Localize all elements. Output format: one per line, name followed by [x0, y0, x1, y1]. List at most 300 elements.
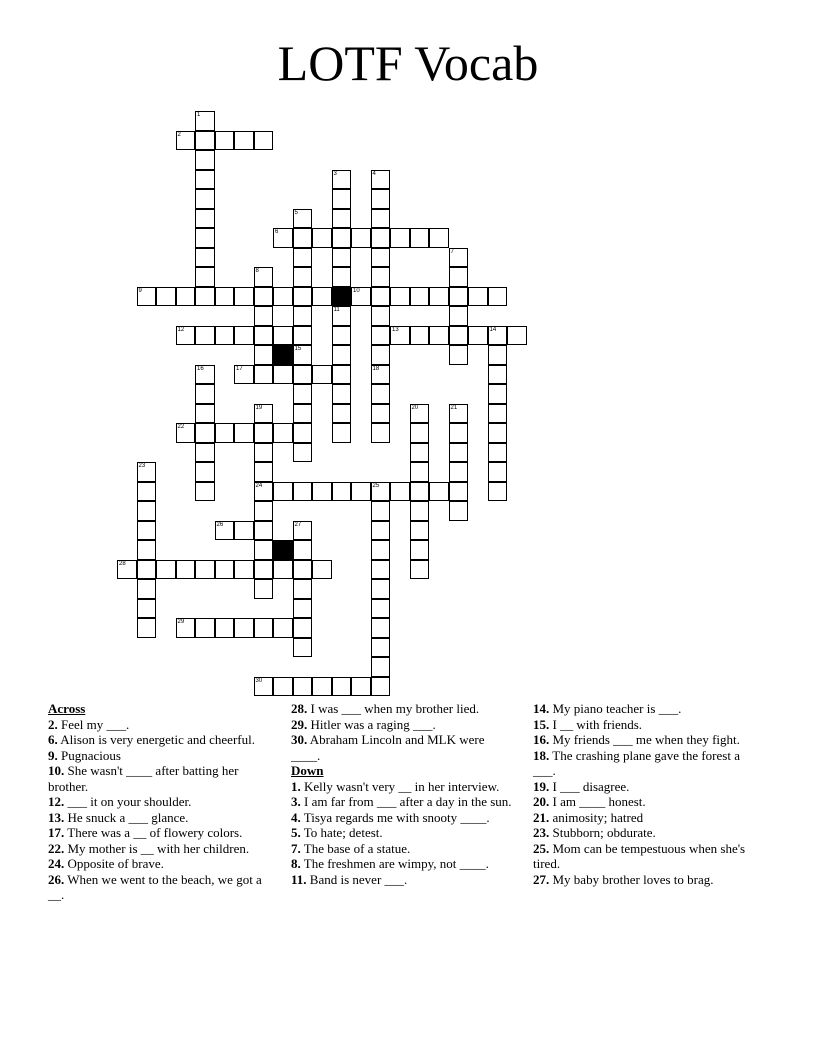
- clue-text: Abraham Lincoln and MLK were ____.: [291, 732, 485, 763]
- clue-text: Kelly wasn't very __ in her interview.: [300, 778, 500, 794]
- grid-cell[interactable]: [332, 404, 352, 424]
- grid-cell[interactable]: [449, 248, 469, 268]
- cell-number: 12: [177, 326, 185, 333]
- grid-cell[interactable]: [254, 618, 274, 638]
- clue-down-15: [533, 717, 758, 733]
- clue-text: I was ___ when my brother lied.: [307, 701, 480, 716]
- grid-cell[interactable]: [195, 111, 215, 131]
- grid-cell[interactable]: [293, 384, 313, 404]
- grid-cell[interactable]: [371, 423, 391, 443]
- cell-number: 7: [450, 248, 454, 255]
- cell-number: 18: [372, 365, 380, 372]
- grid-cell[interactable]: [293, 638, 313, 658]
- cell-number: 1: [197, 112, 201, 118]
- grid-cell[interactable]: [293, 482, 313, 502]
- grid-cell[interactable]: [371, 248, 391, 268]
- grid-cell[interactable]: [371, 657, 391, 677]
- grid-cell[interactable]: [371, 189, 391, 209]
- clue-number: 22.: [48, 840, 65, 856]
- clue-text: Feel my ___.: [57, 716, 130, 732]
- grid-cell[interactable]: [293, 599, 313, 619]
- clue-across-2: [48, 717, 273, 733]
- clue-down-7: [291, 841, 516, 857]
- grid-cell[interactable]: [371, 287, 391, 307]
- clue-across-30: [291, 732, 516, 763]
- grid-cell[interactable]: [195, 462, 215, 482]
- clue-across-22: [48, 841, 273, 857]
- cell-number: 4: [372, 170, 376, 177]
- clues-column-2: [291, 701, 516, 887]
- grid-cell[interactable]: [293, 248, 313, 268]
- grid-cell[interactable]: [137, 540, 157, 560]
- grid-cell[interactable]: [468, 326, 488, 346]
- grid-cell[interactable]: [351, 677, 371, 697]
- across-header: Across: [48, 701, 86, 716]
- grid-cell[interactable]: [254, 306, 274, 326]
- clue-text: The base of a statue.: [300, 840, 411, 856]
- grid-cell[interactable]: [371, 540, 391, 560]
- grid-cell[interactable]: [351, 482, 371, 502]
- grid-cell[interactable]: [137, 287, 157, 307]
- grid-cell[interactable]: [332, 189, 352, 209]
- grid-cell[interactable]: [371, 384, 391, 404]
- grid-cell[interactable]: [312, 560, 332, 580]
- grid-cell[interactable]: [234, 521, 254, 541]
- grid-cell[interactable]: [410, 482, 430, 502]
- grid-cell[interactable]: [371, 365, 391, 385]
- grid-cell[interactable]: [195, 150, 215, 170]
- grid-cell[interactable]: [254, 540, 274, 560]
- grid-cell[interactable]: [332, 365, 352, 385]
- grid-cell[interactable]: [332, 423, 352, 443]
- clue-text: The freshmen are wimpy, not ____.: [300, 856, 489, 871]
- clue-text: Opposite of brave.: [64, 856, 164, 871]
- grid-cell[interactable]: [195, 482, 215, 502]
- grid-cell[interactable]: [234, 326, 254, 346]
- grid-cell[interactable]: [254, 365, 274, 385]
- grid-cell[interactable]: [273, 287, 293, 307]
- cell-number: 24: [255, 482, 263, 489]
- clue-number: 1.: [291, 778, 301, 794]
- grid-cell[interactable]: [410, 443, 430, 463]
- clue-number: 2.: [48, 716, 58, 732]
- grid-cell[interactable]: [273, 482, 293, 502]
- clue-text: ___ it on your shoulder.: [64, 794, 192, 809]
- grid-cell[interactable]: [371, 618, 391, 638]
- grid-cell[interactable]: [293, 443, 313, 463]
- clue-across-26: [48, 872, 273, 903]
- grid-cell[interactable]: [390, 287, 410, 307]
- grid-cell[interactable]: [312, 677, 332, 697]
- grid-cell[interactable]: [293, 540, 313, 560]
- grid-cell[interactable]: [332, 345, 352, 365]
- grid-cell[interactable]: [371, 599, 391, 619]
- grid-cell[interactable]: [293, 287, 313, 307]
- black-square: [273, 345, 293, 365]
- grid-cell[interactable]: [332, 326, 352, 346]
- grid-cell[interactable]: [371, 306, 391, 326]
- grid-cell[interactable]: [332, 228, 352, 248]
- clues-column-1: [48, 701, 273, 903]
- grid-cell[interactable]: [449, 326, 469, 346]
- grid-cell[interactable]: [137, 579, 157, 599]
- grid-cell[interactable]: [273, 423, 293, 443]
- grid-cell[interactable]: [449, 482, 469, 502]
- cell-number: 6: [275, 229, 279, 235]
- clue-number: 16.: [533, 732, 550, 747]
- clue-down-21: [533, 810, 758, 826]
- grid-cell[interactable]: [332, 677, 352, 697]
- cell-number: 9: [138, 287, 142, 294]
- grid-cell[interactable]: [254, 521, 274, 541]
- clue-number: 4.: [291, 809, 301, 825]
- clue-text: When we went to the beach, we got a __.: [48, 871, 262, 902]
- grid-cell[interactable]: [371, 209, 391, 229]
- grid-cell[interactable]: [195, 228, 215, 248]
- grid-cell[interactable]: [234, 560, 254, 580]
- grid-cell[interactable]: [390, 482, 410, 502]
- grid-cell[interactable]: [273, 228, 293, 248]
- clue-text: Pugnacious: [57, 747, 121, 763]
- grid-cell[interactable]: [254, 501, 274, 521]
- grid-cell[interactable]: [332, 170, 352, 190]
- grid-cell[interactable]: [293, 677, 313, 697]
- grid-cell[interactable]: [215, 423, 235, 443]
- grid-cell[interactable]: [234, 618, 254, 638]
- clue-text: There was a __ of flowery colors.: [64, 825, 243, 840]
- grid-cell[interactable]: [371, 579, 391, 599]
- cell-number: 8: [255, 268, 259, 274]
- clue-text: My mother is __ with her children.: [64, 840, 250, 856]
- grid-cell[interactable]: [488, 462, 508, 482]
- cell-number: 15: [294, 346, 302, 352]
- clue-across-24: [48, 856, 273, 872]
- grid-cell[interactable]: [293, 306, 313, 326]
- clue-down-8: [291, 856, 516, 872]
- clue-across-6: [48, 732, 273, 748]
- clue-down-20: [533, 794, 758, 810]
- grid-cell[interactable]: [293, 326, 313, 346]
- grid-cell[interactable]: [410, 521, 430, 541]
- grid-cell[interactable]: [195, 209, 215, 229]
- cell-number: 27: [294, 521, 302, 528]
- cell-number: 28: [119, 560, 126, 567]
- grid-cell[interactable]: [410, 540, 430, 560]
- grid-cell[interactable]: [449, 423, 469, 443]
- grid-cell[interactable]: [371, 267, 391, 287]
- grid-cell[interactable]: [254, 462, 274, 482]
- clue-text: animosity; hatred: [549, 809, 644, 825]
- grid-cell[interactable]: [273, 365, 293, 385]
- grid-cell[interactable]: [273, 560, 293, 580]
- grid-cell[interactable]: [488, 345, 508, 365]
- grid-cell[interactable]: [449, 306, 469, 326]
- grid-cell[interactable]: [449, 345, 469, 365]
- clues-column-3: [533, 701, 758, 887]
- grid-cell[interactable]: [195, 423, 215, 443]
- grid-cell[interactable]: [429, 326, 449, 346]
- grid-cell[interactable]: [293, 423, 313, 443]
- grid-cell[interactable]: [254, 677, 274, 697]
- grid-cell[interactable]: [449, 287, 469, 307]
- grid-cell[interactable]: [410, 326, 430, 346]
- clue-number: 5.: [291, 825, 301, 840]
- grid-cell[interactable]: [195, 384, 215, 404]
- clue-text: Alison is very energetic and cheerful.: [57, 732, 255, 747]
- grid-cell[interactable]: [234, 365, 254, 385]
- grid-cell[interactable]: [488, 326, 508, 346]
- grid-cell[interactable]: [332, 267, 352, 287]
- clue-number: 8.: [291, 856, 301, 871]
- grid-cell[interactable]: [176, 287, 196, 307]
- grid-cell[interactable]: [195, 170, 215, 190]
- grid-cell[interactable]: [488, 482, 508, 502]
- clue-down-19: [533, 779, 758, 795]
- grid-cell[interactable]: [293, 345, 313, 365]
- grid-cell[interactable]: [137, 501, 157, 521]
- clue-number: 18.: [533, 747, 550, 763]
- clue-text: My piano teacher is ___.: [549, 701, 682, 716]
- grid-cell[interactable]: [371, 482, 391, 502]
- grid-cell[interactable]: [195, 287, 215, 307]
- clue-number: 3.: [291, 794, 301, 809]
- grid-cell[interactable]: [351, 228, 371, 248]
- grid-cell[interactable]: [215, 326, 235, 346]
- grid-cell[interactable]: [195, 560, 215, 580]
- grid-cell[interactable]: [195, 248, 215, 268]
- grid-cell[interactable]: [449, 501, 469, 521]
- clue-across-10: [48, 763, 273, 794]
- grid-cell[interactable]: [156, 287, 176, 307]
- grid-cell[interactable]: [312, 482, 332, 502]
- grid-cell[interactable]: [488, 384, 508, 404]
- clue-across-17: [48, 825, 273, 841]
- grid-cell[interactable]: [371, 521, 391, 541]
- grid-cell[interactable]: [449, 267, 469, 287]
- clue-down-14: [533, 701, 758, 717]
- grid-cell[interactable]: [254, 131, 274, 151]
- grid-cell[interactable]: [429, 482, 449, 502]
- black-square: [273, 540, 293, 560]
- grid-cell[interactable]: [234, 423, 254, 443]
- grid-cell[interactable]: [449, 404, 469, 424]
- cell-number: 14: [489, 326, 497, 333]
- clue-text: Band is never ___.: [306, 871, 408, 887]
- grid-cell[interactable]: [215, 131, 235, 151]
- grid-cell[interactable]: [254, 404, 274, 424]
- grid-cell[interactable]: [371, 677, 391, 697]
- grid-cell[interactable]: [332, 248, 352, 268]
- clue-text: To hate; detest.: [300, 825, 383, 840]
- grid-cell[interactable]: [234, 131, 254, 151]
- grid-cell[interactable]: [273, 618, 293, 638]
- clue-number: 25.: [533, 840, 550, 856]
- clue-number: 11.: [291, 871, 307, 887]
- grid-cell[interactable]: [293, 267, 313, 287]
- grid-cell[interactable]: [371, 501, 391, 521]
- cell-number: 19: [255, 404, 263, 411]
- grid-cell[interactable]: [410, 228, 430, 248]
- grid-cell[interactable]: [449, 462, 469, 482]
- grid-cell[interactable]: [195, 618, 215, 638]
- cell-number: 23: [138, 463, 146, 469]
- grid-cell[interactable]: [195, 404, 215, 424]
- grid-cell[interactable]: [390, 326, 410, 346]
- grid-cell[interactable]: [293, 404, 313, 424]
- grid-cell[interactable]: [195, 267, 215, 287]
- clue-text: I am ____ honest.: [549, 794, 646, 809]
- grid-cell[interactable]: [137, 462, 157, 482]
- grid-cell[interactable]: [371, 560, 391, 580]
- grid-cell[interactable]: [351, 287, 371, 307]
- grid-cell[interactable]: [488, 404, 508, 424]
- grid-cell[interactable]: [137, 560, 157, 580]
- grid-cell[interactable]: [137, 482, 157, 502]
- clue-text: My friends ___ me when they fight.: [549, 732, 740, 747]
- grid-cell[interactable]: [215, 618, 235, 638]
- cell-number: 13: [392, 326, 399, 333]
- clue-text: Stubborn; obdurate.: [549, 825, 656, 840]
- grid-cell[interactable]: [312, 365, 332, 385]
- grid-cell[interactable]: [429, 228, 449, 248]
- grid-cell[interactable]: [117, 560, 137, 580]
- cell-number: 30: [255, 677, 263, 684]
- grid-cell[interactable]: [195, 443, 215, 463]
- grid-cell[interactable]: [410, 287, 430, 307]
- grid-cell[interactable]: [312, 228, 332, 248]
- grid-cell[interactable]: [332, 306, 352, 326]
- grid-cell[interactable]: [293, 618, 313, 638]
- grid-cell[interactable]: [195, 326, 215, 346]
- grid-cell[interactable]: [215, 560, 235, 580]
- grid-cell[interactable]: [254, 267, 274, 287]
- grid-cell[interactable]: [254, 560, 274, 580]
- grid-cell[interactable]: [195, 189, 215, 209]
- grid-cell[interactable]: [293, 228, 313, 248]
- grid-cell[interactable]: [488, 423, 508, 443]
- grid-cell[interactable]: [254, 345, 274, 365]
- grid-cell[interactable]: [195, 365, 215, 385]
- clue-across-12: [48, 794, 273, 810]
- grid-cell[interactable]: [254, 482, 274, 502]
- clue-down-3: [291, 794, 516, 810]
- grid-cell[interactable]: [371, 170, 391, 190]
- grid-cell[interactable]: [410, 462, 430, 482]
- grid-cell[interactable]: [137, 599, 157, 619]
- grid-cell[interactable]: [254, 443, 274, 463]
- grid-cell[interactable]: [488, 287, 508, 307]
- clue-down-18: [533, 748, 758, 779]
- clue-number: 26.: [48, 871, 65, 887]
- clue-across-13: [48, 810, 273, 826]
- grid-cell[interactable]: [449, 443, 469, 463]
- grid-cell[interactable]: [195, 131, 215, 151]
- clue-number: 24.: [48, 856, 65, 871]
- grid-cell[interactable]: [371, 228, 391, 248]
- grid-cell[interactable]: [488, 365, 508, 385]
- cell-number: 26: [216, 521, 224, 528]
- clue-text: Tisya regards me with snooty ____.: [300, 809, 490, 825]
- cell-number: 2: [177, 131, 181, 138]
- cell-number: 10: [353, 287, 360, 294]
- grid-cell[interactable]: [371, 404, 391, 424]
- grid-cell[interactable]: [176, 560, 196, 580]
- clue-number: 9.: [48, 747, 58, 763]
- cell-number: 20: [411, 404, 419, 411]
- grid-cell[interactable]: [137, 521, 157, 541]
- clue-number: 7.: [291, 840, 301, 856]
- grid-cell[interactable]: [176, 131, 196, 151]
- grid-cell[interactable]: [371, 326, 391, 346]
- grid-cell[interactable]: [507, 326, 527, 346]
- grid-cell[interactable]: [390, 228, 410, 248]
- grid-cell[interactable]: [137, 618, 157, 638]
- grid-cell[interactable]: [293, 209, 313, 229]
- grid-cell[interactable]: [234, 287, 254, 307]
- clue-down-25: [533, 841, 758, 872]
- grid-cell[interactable]: [293, 560, 313, 580]
- clue-across-9: [48, 748, 273, 764]
- clue-down-1: [291, 779, 516, 795]
- clue-number: 19.: [533, 778, 550, 794]
- grid-cell[interactable]: [176, 618, 196, 638]
- grid-cell[interactable]: [156, 560, 176, 580]
- grid-cell[interactable]: [254, 579, 274, 599]
- grid-cell[interactable]: [468, 287, 488, 307]
- cell-number: 11: [333, 307, 340, 313]
- grid-cell[interactable]: [332, 384, 352, 404]
- grid-cell[interactable]: [254, 287, 274, 307]
- grid-cell[interactable]: [293, 579, 313, 599]
- clue-down-16: [533, 732, 758, 748]
- grid-cell[interactable]: [332, 482, 352, 502]
- grid-cell[interactable]: [215, 287, 235, 307]
- grid-cell[interactable]: [488, 443, 508, 463]
- clue-text: He snuck a ___ glance.: [64, 809, 189, 825]
- page-title: LOTF Vocab: [277, 35, 539, 91]
- grid-cell[interactable]: [332, 209, 352, 229]
- grid-cell[interactable]: [410, 560, 430, 580]
- clue-number: 14.: [533, 701, 550, 716]
- grid-cell[interactable]: [293, 365, 313, 385]
- grid-cell[interactable]: [215, 521, 235, 541]
- grid-cell[interactable]: [254, 326, 274, 346]
- grid-cell[interactable]: [176, 423, 196, 443]
- grid-cell[interactable]: [410, 404, 430, 424]
- cell-number: 17: [236, 365, 243, 372]
- grid-cell[interactable]: [429, 287, 449, 307]
- grid-cell[interactable]: [371, 345, 391, 365]
- grid-cell[interactable]: [410, 501, 430, 521]
- down-header: Down: [291, 763, 324, 778]
- clue-number: 13.: [48, 809, 65, 825]
- clue-number: 27.: [533, 871, 550, 887]
- cell-number: 3: [333, 170, 337, 177]
- grid-cell[interactable]: [254, 423, 274, 443]
- cell-number: 16: [197, 365, 204, 372]
- grid-cell[interactable]: [293, 521, 313, 541]
- grid-cell[interactable]: [176, 326, 196, 346]
- clue-text: The crashing plane gave the forest a ___.: [533, 747, 740, 778]
- clue-text: My baby brother loves to brag.: [549, 871, 714, 887]
- grid-cell[interactable]: [273, 677, 293, 697]
- grid-cell[interactable]: [273, 326, 293, 346]
- grid-cell[interactable]: [312, 287, 332, 307]
- clue-number: 20.: [533, 794, 550, 809]
- grid-cell[interactable]: [371, 638, 391, 658]
- grid-cell[interactable]: [410, 423, 430, 443]
- clue-text: I am far from ___ after a day in the sun.: [300, 794, 512, 809]
